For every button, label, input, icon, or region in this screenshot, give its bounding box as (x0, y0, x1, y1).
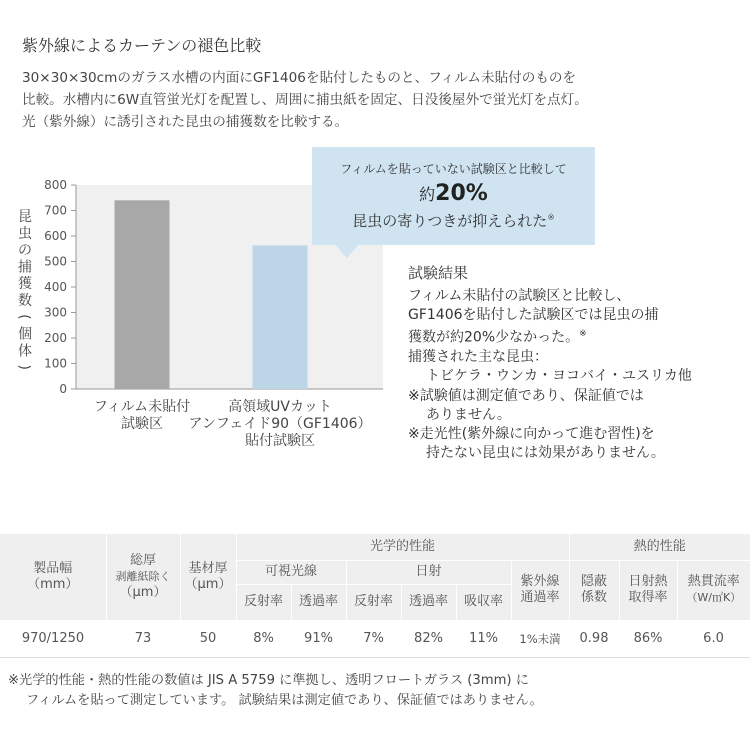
callout-line-1: フィルムを貼っていない試験区と比較して (340, 162, 567, 176)
y-axis-label-char: 捕 (18, 259, 32, 276)
x-category-label: アンフェイド90（GF1406） (188, 416, 372, 432)
x-category-label: 試験区 (121, 416, 163, 432)
callout-prefix: 約 (419, 185, 436, 204)
results-line (408, 325, 692, 348)
header-shading: 隠蔽 係数 (569, 560, 619, 620)
cell-sol-absorb: 11% (456, 620, 511, 658)
callout-pointer (335, 244, 359, 258)
callout-note-mark: ※ (547, 213, 555, 223)
cell-base: 50 (180, 620, 236, 658)
y-tick-label: 500 (44, 254, 67, 269)
header-optical: 光学的性能 (236, 534, 569, 560)
note-2-cont: 持たない昆虫には効果がありません。 (426, 445, 665, 462)
callout-line-2 (312, 181, 595, 206)
header-vis-reflect: 反射率 (236, 584, 291, 620)
header-total-thickness: 総厚 剥離紙除く （μm） (106, 534, 180, 620)
footnote-line: ※光学的性能・熱的性能の数値は JIS A 5759 に準拠し、透明フロートガラス (3mm) に (8, 673, 529, 688)
cell-width: 970/1250 (0, 620, 106, 658)
cell-vis-transmit: 91% (291, 620, 346, 658)
intro-line: 光（紫外線）に誘引された昆虫の捕獲数を比較する。 (22, 114, 349, 130)
y-tick-label: 200 (44, 331, 67, 345)
x-category-label: 貼付試験区 (245, 433, 315, 449)
header-sol-transmit: 透過率 (401, 584, 456, 620)
cell-uv: 1%未満 (511, 620, 569, 658)
cell-vis-reflect: 8% (236, 620, 291, 658)
header-solar: 日射 (346, 560, 511, 584)
x-category-label: 高領域UVカット (228, 399, 332, 415)
callout-percent: 20% (435, 181, 488, 206)
results-body (408, 287, 692, 463)
callout-line-3 (312, 210, 595, 231)
insects-label: 捕獲された主な昆虫： (408, 349, 548, 366)
header-base-thickness: 基材厚 （μm） (180, 534, 236, 620)
note-2: ※走光性(紫外線に向かって進む習性)を (408, 426, 655, 443)
header-visible: 可視光線 (236, 560, 346, 584)
note-1-cont: ありません。 (426, 406, 511, 423)
y-tick-label: 0 (59, 382, 67, 396)
header-sol-reflect: 反射率 (346, 584, 401, 620)
footnote (8, 671, 543, 711)
header-vis-transmit: 透過率 (291, 584, 346, 620)
y-axis-label-char: 個 (18, 326, 32, 343)
footnote-line: フィルムを貼って測定しています。 試験結果は測定値であり、保証値ではありません。 (26, 693, 543, 708)
header-thermal: 熱的性能 (569, 534, 750, 560)
results-line: フィルム未貼付の試験区と比較し、 (408, 288, 631, 304)
cell-solar-gain: 86% (619, 620, 677, 658)
cell-total: 73 (106, 620, 180, 658)
header-sol-absorb: 吸収率 (456, 584, 511, 620)
callout-text: 昆虫の寄りつきが抑えられた (352, 212, 548, 230)
y-axis-label-char: 虫 (18, 225, 32, 242)
y-tick-label: 700 (44, 203, 67, 218)
y-axis-label-char: の (18, 242, 32, 259)
results-line: GF1406を貼付した試験区では昆虫の捕 (408, 307, 659, 324)
intro-line: 30×30×30cmのガラス水槽の内面にGF1406を貼付したものと、フィルム未貼付のものを (22, 70, 577, 86)
x-category-label: フィルム未貼付 (93, 399, 191, 415)
header-u-value: 熱貫流率 （W/㎡K） (686, 574, 742, 605)
y-axis-label-char: ( (16, 314, 32, 320)
y-axis-label-char: 数 (18, 293, 32, 309)
spec-table (0, 534, 750, 658)
bar (253, 245, 308, 389)
intro-text (22, 67, 742, 133)
y-axis-label-char: 獲 (18, 276, 32, 293)
y-axis-label-char: ) (16, 364, 32, 370)
cell-sol-transmit: 82% (401, 620, 456, 658)
cell-shading: 0.98 (569, 620, 619, 658)
header-uv: 紫外線 通過率 (511, 560, 569, 620)
y-tick-label: 800 (44, 178, 67, 192)
results-text: 獲数が約20%少なかった。 (408, 330, 580, 347)
header-solar-gain: 日射熱 取得率 (619, 560, 677, 620)
cell-sol-reflect: 7% (346, 620, 401, 658)
y-axis-label-char: 体 (18, 343, 32, 360)
header-product-width: 製品幅 （mm） (0, 534, 106, 620)
cell-u-value: 6.0 (677, 620, 750, 658)
insects-list: トビケラ・ウンカ・ヨコバイ・ユスリカ他 (426, 368, 692, 385)
y-tick-label: 600 (44, 229, 67, 243)
bar (115, 200, 170, 389)
results-note-mark: ※ (579, 329, 587, 340)
intro-line: 比較。水槽内に6W直管蛍光灯を配置し、周囲に捕虫紙を固定、日没後屋外で蛍光灯を点灯。 (22, 92, 588, 108)
note-1: ※試験値は測定値であり、保証値では (408, 387, 644, 404)
y-tick-label: 100 (44, 356, 67, 371)
y-tick-label: 300 (44, 305, 67, 320)
page-title: 紫外線によるカーテンの褪色比較 (22, 36, 262, 55)
results-title: 試験結果 (408, 264, 469, 282)
table-row (0, 620, 750, 658)
y-axis-label-char: 昆 (18, 209, 32, 225)
y-tick-label: 400 (44, 280, 67, 294)
